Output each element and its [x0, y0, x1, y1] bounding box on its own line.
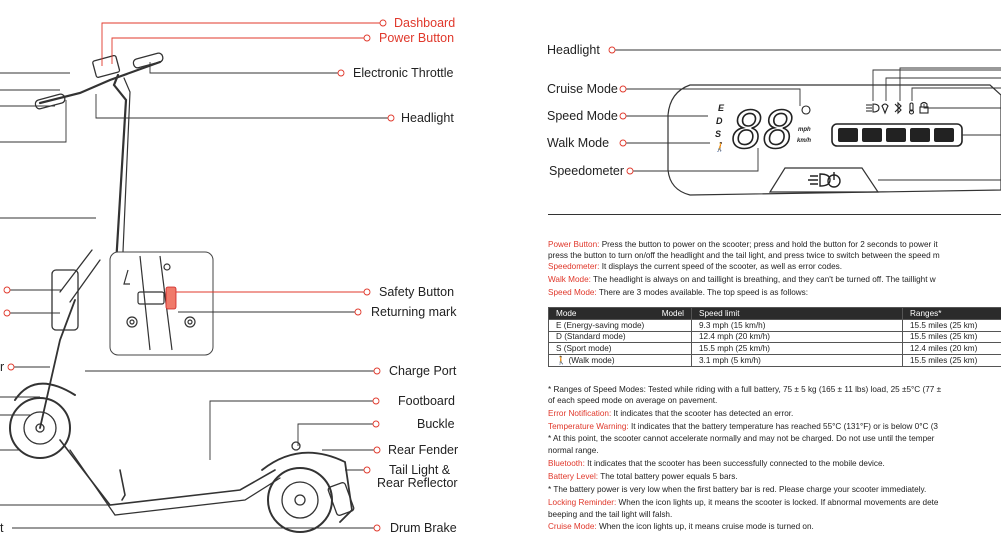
desc-error: Error Notification: It indicates that the scooter has detected an error.	[548, 409, 794, 418]
label-tail-light-1: Tail Light &	[389, 463, 451, 477]
label-dashboard: Dashboard	[394, 16, 456, 30]
label-cut-r: r	[0, 360, 5, 374]
walk-icon: 🚶	[556, 355, 569, 365]
header-speed: Speed limit	[692, 308, 903, 320]
dash-label-cruise-mode: Cruise Mode	[547, 82, 618, 96]
table-row: E (Energy-saving mode) 9.3 mph (15 km/h) 15.5 miles (25 km)	[549, 319, 1001, 331]
walk-icon: 🚶	[714, 142, 726, 152]
desc-speed-mode: Speed Mode: There are 3 modes available. The top speed is as follows:	[548, 288, 809, 297]
label-power-button: Power Button	[379, 31, 455, 45]
desc-bluetooth: Bluetooth: It indicates that the scooter has been successfully connected to the mobile device.	[548, 459, 885, 468]
wrench-icon	[882, 104, 888, 113]
dash-label-speedometer: Speedometer	[549, 164, 625, 178]
battery-bar	[838, 128, 858, 142]
dash-label-headlight: Headlight	[547, 43, 600, 57]
desc-locking: Locking Reminder: When the icon lights up, it means the scooter is locked. If abnormal movements are dete	[548, 498, 939, 507]
cruise-icon	[802, 106, 810, 114]
label-footboard: Footboard	[398, 394, 455, 408]
mode-e: E	[718, 103, 725, 113]
mode-d: D	[716, 116, 723, 126]
label-safety-button: Safety Button	[379, 285, 455, 299]
header-mode-model: Mode Model	[549, 308, 692, 320]
desc-temperature: Temperature Warning: It indicates that the battery temperature has reached 55°C (131°F) or is below 0°C (3	[548, 422, 938, 431]
table-row: 🚶 (Walk mode) 3.1 mph (5 km/h) 15.5 miles (25 km)	[549, 355, 1001, 367]
section-divider	[548, 214, 1001, 215]
desc-temp-note: * At this point, the scooter cannot accelerate normally and may not be charged. Do not use until the temper	[548, 434, 935, 443]
label-electronic-throttle: Electronic Throttle	[353, 66, 454, 80]
label-tail-light-2: Rear Reflector	[377, 476, 458, 490]
desc-speedometer: Speedometer: It displays the current speed of the scooter, as well as error codes.	[548, 262, 842, 271]
dash-label-speed-mode: Speed Mode	[547, 109, 618, 123]
desc-cruise: Cruise Mode: When the icon lights up, it means cruise mode is turned on.	[548, 522, 814, 531]
table-header	[549, 308, 1001, 320]
battery-bar	[862, 128, 882, 142]
desc-ranges-note: * Ranges of Speed Modes: Tested while riding with a full battery, 75 ± 5 kg (165 ± 11 lbs) load, 25 ±5°C (77 ±	[548, 385, 942, 394]
label-buckle: Buckle	[417, 417, 455, 431]
label-headlight: Headlight	[401, 111, 454, 125]
speed-mode-table	[548, 307, 1001, 367]
label-rear-fender: Rear Fender	[388, 443, 459, 457]
mode-s: S	[715, 129, 722, 139]
bluetooth-icon	[895, 103, 901, 113]
table-row: D (Standard mode) 12.4 mph (20 km/h) 15.5 miles (25 km)	[549, 331, 1001, 343]
desc-battery: Battery Level: The total battery power equals 5 bars.	[548, 472, 738, 481]
desc-battery-note: * The battery power is very low when the first battery bar is red. Please charge your scooter immediately.	[548, 485, 927, 494]
table-row: S (Sport mode) 15.5 mph (25 km/h) 12.4 miles (20 km)	[549, 343, 1001, 355]
desc-power-button-2: press the button to turn on/off the headlight and the tail light, and press twice to switch between the speed m	[548, 251, 940, 260]
control-panel	[770, 168, 878, 192]
unit-kmh: km/h	[797, 138, 812, 144]
desc-walk-mode: Walk Mode: The headlight is always on and taillight is breathing, and they can't be turned off. The taillight w	[548, 275, 936, 284]
label-returning-mark: Returning mark	[371, 305, 457, 319]
label-cut-t: t	[0, 521, 4, 535]
label-charge-port: Charge Port	[389, 364, 457, 378]
desc-temp-note-2: normal range.	[548, 446, 599, 455]
battery-bar	[934, 128, 954, 142]
desc-locking-2: beeping and the tail light will falsh.	[548, 510, 673, 519]
dash-label-walk-mode: Walk Mode	[547, 136, 610, 150]
desc-power-button: Power Button: Press the button to power on the scooter; press and hold the button for 2 seconds to power it	[548, 240, 938, 249]
desc-ranges-note-2: of each speed mode on average on pavement.	[548, 396, 718, 405]
battery-bar	[910, 128, 930, 142]
speed-digits: 88	[732, 101, 795, 161]
label-drum-brake: Drum Brake	[390, 521, 457, 535]
battery-bar	[886, 128, 906, 142]
unit-mph: mph	[798, 127, 811, 133]
headlight-icon	[866, 105, 872, 111]
header-ranges: Ranges*	[903, 308, 1001, 320]
headlight-icon	[808, 176, 818, 184]
